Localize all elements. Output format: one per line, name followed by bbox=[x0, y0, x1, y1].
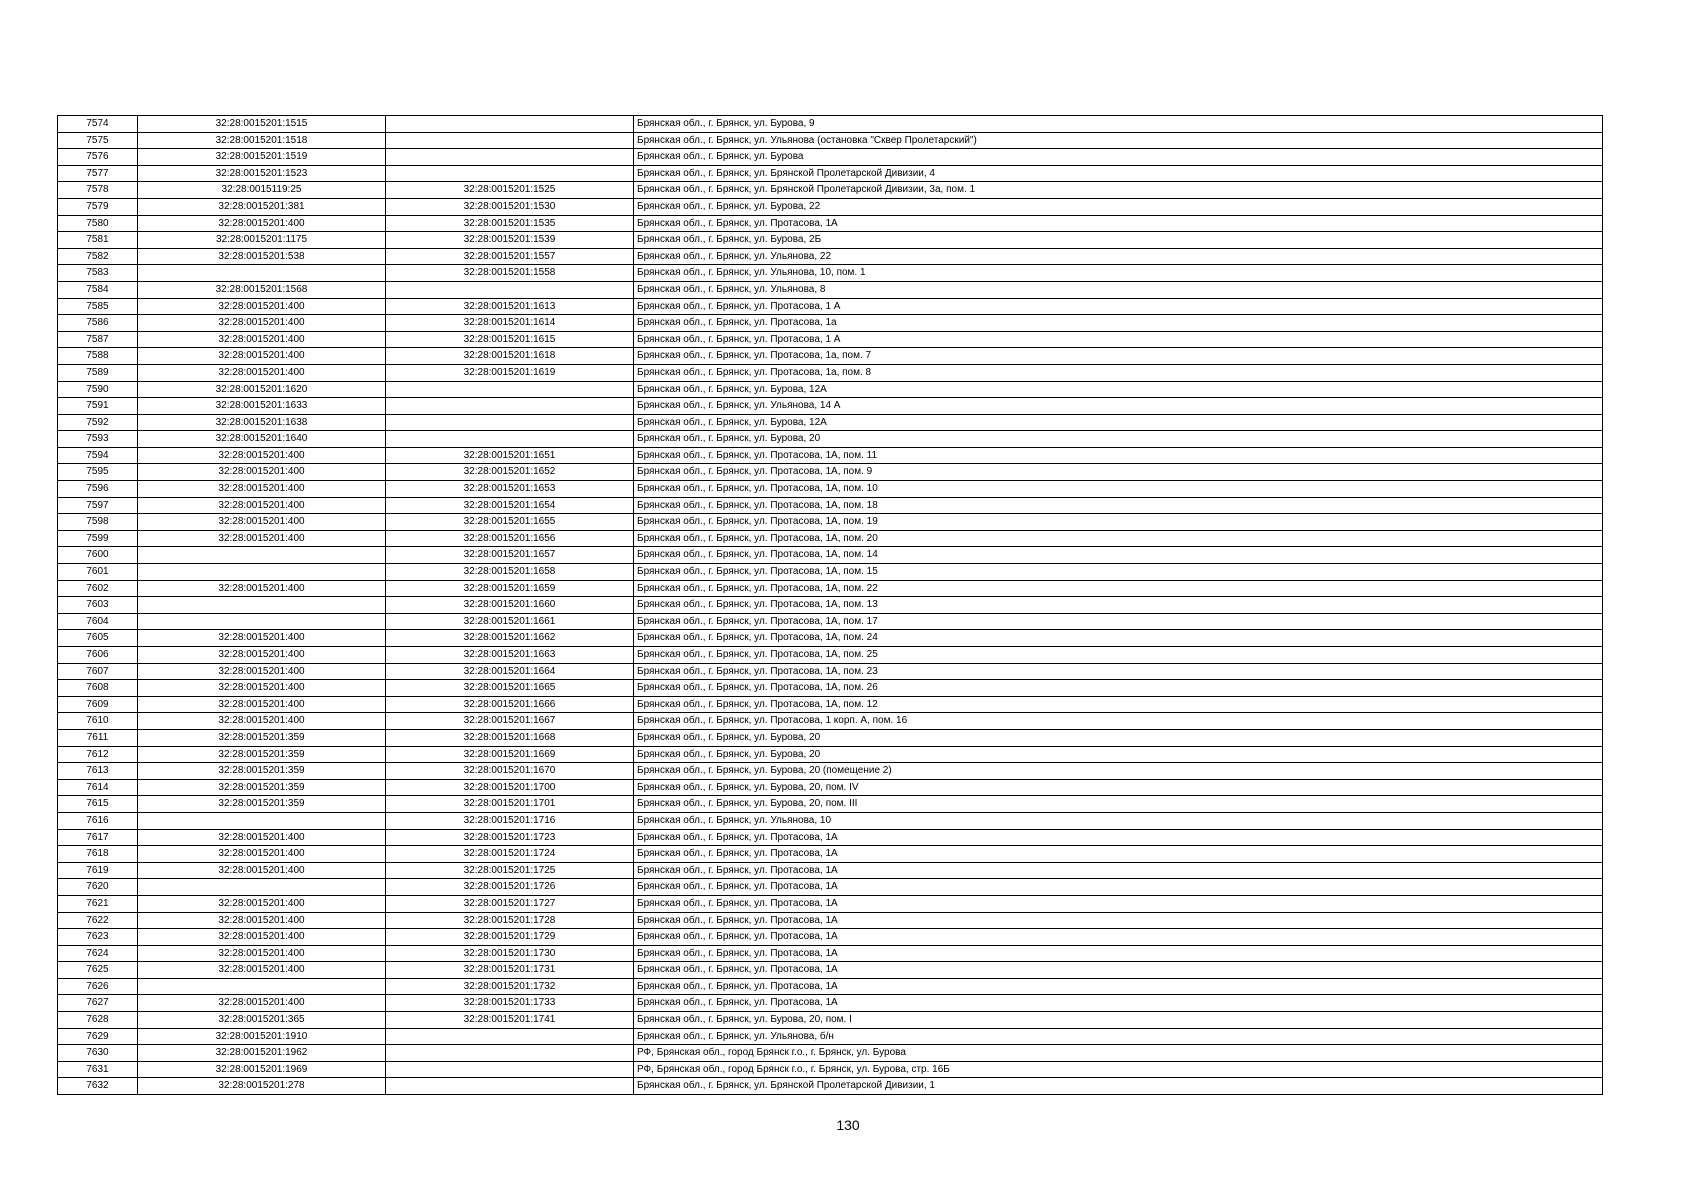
row-number-cell: 7624 bbox=[58, 945, 138, 962]
address-cell: Брянская обл., г. Брянск, ул. Бурова, 12А bbox=[634, 414, 1603, 431]
table-row bbox=[58, 647, 1603, 664]
object-number-cell: 32:28:0015201:1653 bbox=[386, 481, 634, 498]
row-number-cell: 7621 bbox=[58, 895, 138, 912]
table-row bbox=[58, 1012, 1603, 1029]
row-number-cell: 7623 bbox=[58, 929, 138, 946]
table-row bbox=[58, 1028, 1603, 1045]
object-number-cell: 32:28:0015201:1613 bbox=[386, 298, 634, 315]
address-cell: Брянская обл., г. Брянск, ул. Протасова, 1А bbox=[634, 879, 1603, 896]
table-row bbox=[58, 381, 1603, 398]
row-number-cell: 7594 bbox=[58, 447, 138, 464]
address-cell: Брянская обл., г. Брянск, ул. Протасова, 1 А bbox=[634, 331, 1603, 348]
address-cell: Брянская обл., г. Брянск, ул. Протасова, 1А bbox=[634, 846, 1603, 863]
parcel-number-cell: 32:28:0015201:359 bbox=[138, 763, 386, 780]
address-cell: Брянская обл., г. Брянск, ул. Протасова, 1 А bbox=[634, 298, 1603, 315]
row-number-cell: 7610 bbox=[58, 713, 138, 730]
row-number-cell: 7625 bbox=[58, 962, 138, 979]
table-row bbox=[58, 564, 1603, 581]
object-number-cell bbox=[386, 116, 634, 133]
row-number-cell: 7591 bbox=[58, 398, 138, 415]
address-cell: Брянская обл., г. Брянск, ул. Протасова, 1А bbox=[634, 945, 1603, 962]
parcel-number-cell: 32:28:0015201:400 bbox=[138, 481, 386, 498]
parcel-number-cell: 32:28:0015201:1620 bbox=[138, 381, 386, 398]
table-row bbox=[58, 812, 1603, 829]
address-cell: Брянская обл., г. Брянск, ул. Ульянова, 10 bbox=[634, 812, 1603, 829]
parcel-number-cell: 32:28:0015201:400 bbox=[138, 364, 386, 381]
object-number-cell: 32:28:0015201:1654 bbox=[386, 497, 634, 514]
table-row bbox=[58, 1061, 1603, 1078]
object-number-cell: 32:28:0015201:1530 bbox=[386, 198, 634, 215]
address-cell: Брянская обл., г. Брянск, ул. Протасова, 1А, пом. 23 bbox=[634, 663, 1603, 680]
row-number-cell: 7628 bbox=[58, 1012, 138, 1029]
address-cell: Брянская обл., г. Брянск, ул. Протасова, 1А, пом. 26 bbox=[634, 680, 1603, 697]
parcel-number-cell: 32:28:0015201:400 bbox=[138, 331, 386, 348]
table-row bbox=[58, 746, 1603, 763]
table-row bbox=[58, 248, 1603, 265]
parcel-number-cell: 32:28:0015201:400 bbox=[138, 348, 386, 365]
object-number-cell: 32:28:0015201:1667 bbox=[386, 713, 634, 730]
parcel-number-cell bbox=[138, 547, 386, 564]
object-number-cell bbox=[386, 381, 634, 398]
table-row bbox=[58, 497, 1603, 514]
table-row bbox=[58, 945, 1603, 962]
table-row bbox=[58, 464, 1603, 481]
object-number-cell: 32:28:0015201:1614 bbox=[386, 315, 634, 332]
address-cell: Брянская обл., г. Брянск, ул. Брянской Пролетарской Дивизии, 1 bbox=[634, 1078, 1603, 1095]
parcel-number-cell: 32:28:0015201:400 bbox=[138, 846, 386, 863]
table-row bbox=[58, 215, 1603, 232]
register-table bbox=[57, 115, 1603, 1095]
address-cell: Брянская обл., г. Брянск, ул. Бурова, 20 bbox=[634, 746, 1603, 763]
object-number-cell: 32:28:0015201:1741 bbox=[386, 1012, 634, 1029]
table-row bbox=[58, 315, 1603, 332]
table-row bbox=[58, 995, 1603, 1012]
parcel-number-cell: 32:28:0015201:400 bbox=[138, 696, 386, 713]
table-row bbox=[58, 663, 1603, 680]
address-cell: Брянская обл., г. Брянск, ул. Ульянова (остановка "Сквер Пролетарский") bbox=[634, 132, 1603, 149]
parcel-number-cell: 32:28:0015201:1640 bbox=[138, 431, 386, 448]
address-cell: Брянская обл., г. Брянск, ул. Протасова, 1А, пом. 11 bbox=[634, 447, 1603, 464]
object-number-cell: 32:28:0015201:1701 bbox=[386, 796, 634, 813]
parcel-number-cell: 32:28:0015201:1962 bbox=[138, 1045, 386, 1062]
parcel-number-cell: 32:28:0015201:400 bbox=[138, 962, 386, 979]
address-cell: Брянская обл., г. Брянск, ул. Бурова, 2Б bbox=[634, 232, 1603, 249]
table-row bbox=[58, 796, 1603, 813]
object-number-cell: 32:28:0015201:1662 bbox=[386, 630, 634, 647]
address-cell: Брянская обл., г. Брянск, ул. Бурова, 20, пом. I bbox=[634, 1012, 1603, 1029]
object-number-cell: 32:28:0015201:1732 bbox=[386, 978, 634, 995]
parcel-number-cell: 32:28:0015201:538 bbox=[138, 248, 386, 265]
object-number-cell bbox=[386, 1028, 634, 1045]
table-row bbox=[58, 1045, 1603, 1062]
address-cell: РФ, Брянская обл., город Брянск г.о., г. Брянск, ул. Бурова, стр. 16Б bbox=[634, 1061, 1603, 1078]
row-number-cell: 7584 bbox=[58, 281, 138, 298]
row-number-cell: 7585 bbox=[58, 298, 138, 315]
row-number-cell: 7612 bbox=[58, 746, 138, 763]
register-table-body bbox=[58, 116, 1603, 1095]
parcel-number-cell: 32:28:0015201:400 bbox=[138, 464, 386, 481]
table-row bbox=[58, 962, 1603, 979]
address-cell: Брянская обл., г. Брянск, ул. Бурова, 20, пом. III bbox=[634, 796, 1603, 813]
row-number-cell: 7606 bbox=[58, 647, 138, 664]
row-number-cell: 7581 bbox=[58, 232, 138, 249]
row-number-cell: 7580 bbox=[58, 215, 138, 232]
parcel-number-cell bbox=[138, 812, 386, 829]
row-number-cell: 7596 bbox=[58, 481, 138, 498]
parcel-number-cell: 32:28:0015201:400 bbox=[138, 663, 386, 680]
parcel-number-cell: 32:28:0015201:400 bbox=[138, 530, 386, 547]
parcel-number-cell bbox=[138, 597, 386, 614]
parcel-number-cell: 32:28:0015201:400 bbox=[138, 447, 386, 464]
address-cell: Брянская обл., г. Брянск, ул. Протасова, 1А, пом. 14 bbox=[634, 547, 1603, 564]
table-row bbox=[58, 447, 1603, 464]
address-cell: Брянская обл., г. Брянск, ул. Протасова, 1а, пом. 7 bbox=[634, 348, 1603, 365]
row-number-cell: 7611 bbox=[58, 729, 138, 746]
object-number-cell: 32:28:0015201:1558 bbox=[386, 265, 634, 282]
row-number-cell: 7593 bbox=[58, 431, 138, 448]
table-row bbox=[58, 530, 1603, 547]
object-number-cell: 32:28:0015201:1729 bbox=[386, 929, 634, 946]
parcel-number-cell: 32:28:0015201:1638 bbox=[138, 414, 386, 431]
table-row bbox=[58, 132, 1603, 149]
object-number-cell: 32:28:0015201:1539 bbox=[386, 232, 634, 249]
table-row bbox=[58, 1078, 1603, 1095]
row-number-cell: 7574 bbox=[58, 116, 138, 133]
table-row bbox=[58, 763, 1603, 780]
row-number-cell: 7615 bbox=[58, 796, 138, 813]
table-row bbox=[58, 232, 1603, 249]
row-number-cell: 7586 bbox=[58, 315, 138, 332]
object-number-cell: 32:28:0015201:1723 bbox=[386, 829, 634, 846]
table-row bbox=[58, 331, 1603, 348]
parcel-number-cell: 32:28:0015201:400 bbox=[138, 630, 386, 647]
address-cell: Брянская обл., г. Брянск, ул. Бурова, 22 bbox=[634, 198, 1603, 215]
object-number-cell: 32:28:0015201:1733 bbox=[386, 995, 634, 1012]
parcel-number-cell: 32:28:0015201:400 bbox=[138, 713, 386, 730]
row-number-cell: 7603 bbox=[58, 597, 138, 614]
object-number-cell: 32:28:0015201:1700 bbox=[386, 779, 634, 796]
table-row bbox=[58, 281, 1603, 298]
table-row bbox=[58, 348, 1603, 365]
row-number-cell: 7579 bbox=[58, 198, 138, 215]
object-number-cell: 32:28:0015201:1666 bbox=[386, 696, 634, 713]
object-number-cell: 32:28:0015201:1716 bbox=[386, 812, 634, 829]
row-number-cell: 7607 bbox=[58, 663, 138, 680]
table-row bbox=[58, 364, 1603, 381]
row-number-cell: 7576 bbox=[58, 149, 138, 166]
row-number-cell: 7595 bbox=[58, 464, 138, 481]
parcel-number-cell: 32:28:0015119:25 bbox=[138, 182, 386, 199]
row-number-cell: 7582 bbox=[58, 248, 138, 265]
table-row bbox=[58, 398, 1603, 415]
row-number-cell: 7617 bbox=[58, 829, 138, 846]
row-number-cell: 7602 bbox=[58, 580, 138, 597]
row-number-cell: 7629 bbox=[58, 1028, 138, 1045]
address-cell: Брянская обл., г. Брянск, ул. Протасова, 1А, пом. 19 bbox=[634, 514, 1603, 531]
parcel-number-cell: 32:28:0015201:1515 bbox=[138, 116, 386, 133]
row-number-cell: 7583 bbox=[58, 265, 138, 282]
object-number-cell: 32:28:0015201:1652 bbox=[386, 464, 634, 481]
row-number-cell: 7609 bbox=[58, 696, 138, 713]
row-number-cell: 7614 bbox=[58, 779, 138, 796]
object-number-cell: 32:28:0015201:1659 bbox=[386, 580, 634, 597]
address-cell: Брянская обл., г. Брянск, ул. Протасова, 1А bbox=[634, 215, 1603, 232]
row-number-cell: 7588 bbox=[58, 348, 138, 365]
address-cell: Брянская обл., г. Брянск, ул. Протасова, 1А, пом. 25 bbox=[634, 647, 1603, 664]
table-row bbox=[58, 514, 1603, 531]
row-number-cell: 7604 bbox=[58, 613, 138, 630]
address-cell: Брянская обл., г. Брянск, ул. Бурова, 20 (помещение 2) bbox=[634, 763, 1603, 780]
parcel-number-cell: 32:28:0015201:1910 bbox=[138, 1028, 386, 1045]
row-number-cell: 7575 bbox=[58, 132, 138, 149]
parcel-number-cell bbox=[138, 978, 386, 995]
row-number-cell: 7631 bbox=[58, 1061, 138, 1078]
parcel-number-cell: 32:28:0015201:400 bbox=[138, 514, 386, 531]
address-cell: Брянская обл., г. Брянск, ул. Протасова, 1а bbox=[634, 315, 1603, 332]
parcel-number-cell: 32:28:0015201:400 bbox=[138, 945, 386, 962]
table-row bbox=[58, 182, 1603, 199]
parcel-number-cell: 32:28:0015201:400 bbox=[138, 298, 386, 315]
object-number-cell: 32:28:0015201:1665 bbox=[386, 680, 634, 697]
table-row bbox=[58, 149, 1603, 166]
parcel-number-cell: 32:28:0015201:1518 bbox=[138, 132, 386, 149]
page-number: 130 bbox=[836, 1117, 860, 1133]
object-number-cell bbox=[386, 414, 634, 431]
object-number-cell: 32:28:0015201:1651 bbox=[386, 447, 634, 464]
address-cell: Брянская обл., г. Брянск, ул. Ульянова, 10, пом. 1 bbox=[634, 265, 1603, 282]
row-number-cell: 7627 bbox=[58, 995, 138, 1012]
table-row bbox=[58, 414, 1603, 431]
address-cell: Брянская обл., г. Брянск, ул. Протасова, 1А, пом. 17 bbox=[634, 613, 1603, 630]
table-row bbox=[58, 580, 1603, 597]
table-row bbox=[58, 879, 1603, 896]
address-cell: Брянская обл., г. Брянск, ул. Протасова, 1А bbox=[634, 895, 1603, 912]
parcel-number-cell: 32:28:0015201:381 bbox=[138, 198, 386, 215]
object-number-cell: 32:28:0015201:1658 bbox=[386, 564, 634, 581]
object-number-cell bbox=[386, 1078, 634, 1095]
address-cell: Брянская обл., г. Брянск, ул. Протасова, 1А, пом. 20 bbox=[634, 530, 1603, 547]
address-cell: Брянская обл., г. Брянск, ул. Протасова, 1А bbox=[634, 978, 1603, 995]
parcel-number-cell: 32:28:0015201:400 bbox=[138, 580, 386, 597]
parcel-number-cell: 32:28:0015201:400 bbox=[138, 647, 386, 664]
parcel-number-cell: 32:28:0015201:278 bbox=[138, 1078, 386, 1095]
parcel-number-cell bbox=[138, 879, 386, 896]
row-number-cell: 7597 bbox=[58, 497, 138, 514]
table-row bbox=[58, 298, 1603, 315]
object-number-cell: 32:28:0015201:1655 bbox=[386, 514, 634, 531]
row-number-cell: 7598 bbox=[58, 514, 138, 531]
parcel-number-cell bbox=[138, 613, 386, 630]
table-row bbox=[58, 929, 1603, 946]
object-number-cell: 32:28:0015201:1668 bbox=[386, 729, 634, 746]
table-row bbox=[58, 613, 1603, 630]
row-number-cell: 7577 bbox=[58, 165, 138, 182]
row-number-cell: 7619 bbox=[58, 862, 138, 879]
table-row bbox=[58, 779, 1603, 796]
parcel-number-cell: 32:28:0015201:1175 bbox=[138, 232, 386, 249]
address-cell: Брянская обл., г. Брянск, ул. Протасова, 1А, пом. 18 bbox=[634, 497, 1603, 514]
address-cell: Брянская обл., г. Брянск, ул. Протасова, 1А, пом. 22 bbox=[634, 580, 1603, 597]
table-row bbox=[58, 895, 1603, 912]
parcel-number-cell: 32:28:0015201:400 bbox=[138, 497, 386, 514]
table-row bbox=[58, 431, 1603, 448]
table-row bbox=[58, 165, 1603, 182]
object-number-cell: 32:28:0015201:1535 bbox=[386, 215, 634, 232]
address-cell: Брянская обл., г. Брянск, ул. Протасова, 1А, пом. 13 bbox=[634, 597, 1603, 614]
object-number-cell: 32:28:0015201:1525 bbox=[386, 182, 634, 199]
object-number-cell: 32:28:0015201:1663 bbox=[386, 647, 634, 664]
object-number-cell: 32:28:0015201:1656 bbox=[386, 530, 634, 547]
parcel-number-cell: 32:28:0015201:400 bbox=[138, 912, 386, 929]
address-cell: Брянская обл., г. Брянск, ул. Ульянова, 22 bbox=[634, 248, 1603, 265]
address-cell: Брянская обл., г. Брянск, ул. Брянской Пролетарской Дивизии, 4 bbox=[634, 165, 1603, 182]
row-number-cell: 7589 bbox=[58, 364, 138, 381]
address-cell: Брянская обл., г. Брянск, ул. Бурова, 12А bbox=[634, 381, 1603, 398]
table-row bbox=[58, 481, 1603, 498]
table-row bbox=[58, 912, 1603, 929]
object-number-cell: 32:28:0015201:1619 bbox=[386, 364, 634, 381]
table-row bbox=[58, 978, 1603, 995]
address-cell: Брянская обл., г. Брянск, ул. Протасова, 1А, пом. 24 bbox=[634, 630, 1603, 647]
row-number-cell: 7608 bbox=[58, 680, 138, 697]
parcel-number-cell: 32:28:0015201:1969 bbox=[138, 1061, 386, 1078]
parcel-number-cell: 32:28:0015201:359 bbox=[138, 746, 386, 763]
object-number-cell: 32:28:0015201:1670 bbox=[386, 763, 634, 780]
object-number-cell: 32:28:0015201:1728 bbox=[386, 912, 634, 929]
row-number-cell: 7613 bbox=[58, 763, 138, 780]
address-cell: Брянская обл., г. Брянск, ул. Протасова, 1 корп. А, пом. 16 bbox=[634, 713, 1603, 730]
parcel-number-cell: 32:28:0015201:1519 bbox=[138, 149, 386, 166]
table-row bbox=[58, 547, 1603, 564]
row-number-cell: 7600 bbox=[58, 547, 138, 564]
address-cell: Брянская обл., г. Брянск, ул. Бурова, 20 bbox=[634, 431, 1603, 448]
table-row bbox=[58, 597, 1603, 614]
object-number-cell bbox=[386, 132, 634, 149]
row-number-cell: 7626 bbox=[58, 978, 138, 995]
object-number-cell: 32:28:0015201:1660 bbox=[386, 597, 634, 614]
row-number-cell: 7616 bbox=[58, 812, 138, 829]
row-number-cell: 7622 bbox=[58, 912, 138, 929]
parcel-number-cell: 32:28:0015201:365 bbox=[138, 1012, 386, 1029]
address-cell: Брянская обл., г. Брянск, ул. Протасова, 1А, пом. 9 bbox=[634, 464, 1603, 481]
object-number-cell: 32:28:0015201:1730 bbox=[386, 945, 634, 962]
object-number-cell bbox=[386, 1061, 634, 1078]
parcel-number-cell: 32:28:0015201:1633 bbox=[138, 398, 386, 415]
table-row bbox=[58, 680, 1603, 697]
row-number-cell: 7620 bbox=[58, 879, 138, 896]
row-number-cell: 7599 bbox=[58, 530, 138, 547]
row-number-cell: 7630 bbox=[58, 1045, 138, 1062]
object-number-cell: 32:28:0015201:1664 bbox=[386, 663, 634, 680]
object-number-cell bbox=[386, 1045, 634, 1062]
table-row bbox=[58, 265, 1603, 282]
row-number-cell: 7578 bbox=[58, 182, 138, 199]
object-number-cell: 32:28:0015201:1661 bbox=[386, 613, 634, 630]
object-number-cell bbox=[386, 149, 634, 166]
table-row bbox=[58, 729, 1603, 746]
object-number-cell: 32:28:0015201:1731 bbox=[386, 962, 634, 979]
row-number-cell: 7587 bbox=[58, 331, 138, 348]
table-row bbox=[58, 846, 1603, 863]
address-cell: Брянская обл., г. Брянск, ул. Протасова, 1А bbox=[634, 862, 1603, 879]
object-number-cell: 32:28:0015201:1725 bbox=[386, 862, 634, 879]
parcel-number-cell: 32:28:0015201:400 bbox=[138, 929, 386, 946]
parcel-number-cell: 32:28:0015201:400 bbox=[138, 215, 386, 232]
parcel-number-cell: 32:28:0015201:400 bbox=[138, 315, 386, 332]
object-number-cell: 32:28:0015201:1726 bbox=[386, 879, 634, 896]
address-cell: Брянская обл., г. Брянск, ул. Бурова, 9 bbox=[634, 116, 1603, 133]
object-number-cell: 32:28:0015201:1724 bbox=[386, 846, 634, 863]
parcel-number-cell bbox=[138, 564, 386, 581]
parcel-number-cell bbox=[138, 265, 386, 282]
object-number-cell: 32:28:0015201:1557 bbox=[386, 248, 634, 265]
parcel-number-cell: 32:28:0015201:1523 bbox=[138, 165, 386, 182]
parcel-number-cell: 32:28:0015201:359 bbox=[138, 779, 386, 796]
object-number-cell bbox=[386, 431, 634, 448]
object-number-cell bbox=[386, 398, 634, 415]
address-cell: Брянская обл., г. Брянск, ул. Брянской Пролетарской Дивизии, 3а, пом. 1 bbox=[634, 182, 1603, 199]
address-cell: Брянская обл., г. Брянск, ул. Протасова, 1А bbox=[634, 962, 1603, 979]
object-number-cell: 32:28:0015201:1615 bbox=[386, 331, 634, 348]
parcel-number-cell: 32:28:0015201:400 bbox=[138, 995, 386, 1012]
address-cell: Брянская обл., г. Брянск, ул. Протасова, 1А, пом. 12 bbox=[634, 696, 1603, 713]
object-number-cell: 32:28:0015201:1618 bbox=[386, 348, 634, 365]
parcel-number-cell: 32:28:0015201:359 bbox=[138, 729, 386, 746]
object-number-cell: 32:28:0015201:1727 bbox=[386, 895, 634, 912]
address-cell: Брянская обл., г. Брянск, ул. Бурова, 20 bbox=[634, 729, 1603, 746]
object-number-cell: 32:28:0015201:1657 bbox=[386, 547, 634, 564]
parcel-number-cell: 32:28:0015201:400 bbox=[138, 829, 386, 846]
row-number-cell: 7632 bbox=[58, 1078, 138, 1095]
table-row bbox=[58, 713, 1603, 730]
row-number-cell: 7601 bbox=[58, 564, 138, 581]
parcel-number-cell: 32:28:0015201:359 bbox=[138, 796, 386, 813]
table-row bbox=[58, 116, 1603, 133]
address-cell: Брянская обл., г. Брянск, ул. Ульянова, б/н bbox=[634, 1028, 1603, 1045]
address-cell: Брянская обл., г. Брянск, ул. Ульянова, 14 А bbox=[634, 398, 1603, 415]
address-cell: Брянская обл., г. Брянск, ул. Ульянова, 8 bbox=[634, 281, 1603, 298]
parcel-number-cell: 32:28:0015201:400 bbox=[138, 862, 386, 879]
address-cell: Брянская обл., г. Брянск, ул. Протасова, 1А bbox=[634, 995, 1603, 1012]
address-cell: Брянская обл., г. Брянск, ул. Протасова, 1а, пом. 8 bbox=[634, 364, 1603, 381]
object-number-cell bbox=[386, 281, 634, 298]
address-cell: Брянская обл., г. Брянск, ул. Протасова, 1А bbox=[634, 929, 1603, 946]
row-number-cell: 7618 bbox=[58, 846, 138, 863]
object-number-cell: 32:28:0015201:1669 bbox=[386, 746, 634, 763]
table-row bbox=[58, 696, 1603, 713]
row-number-cell: 7590 bbox=[58, 381, 138, 398]
table-row bbox=[58, 829, 1603, 846]
parcel-number-cell: 32:28:0015201:400 bbox=[138, 680, 386, 697]
address-cell: Брянская обл., г. Брянск, ул. Протасова, 1А bbox=[634, 912, 1603, 929]
table-row bbox=[58, 630, 1603, 647]
address-cell: Брянская обл., г. Брянск, ул. Бурова bbox=[634, 149, 1603, 166]
address-cell: Брянская обл., г. Брянск, ул. Протасова, 1А, пом. 10 bbox=[634, 481, 1603, 498]
table-row bbox=[58, 198, 1603, 215]
address-cell: РФ, Брянская обл., город Брянск г.о., г. Брянск, ул. Бурова bbox=[634, 1045, 1603, 1062]
object-number-cell bbox=[386, 165, 634, 182]
address-cell: Брянская обл., г. Брянск, ул. Протасова, 1А bbox=[634, 829, 1603, 846]
row-number-cell: 7605 bbox=[58, 630, 138, 647]
parcel-number-cell: 32:28:0015201:400 bbox=[138, 895, 386, 912]
parcel-number-cell: 32:28:0015201:1568 bbox=[138, 281, 386, 298]
address-cell: Брянская обл., г. Брянск, ул. Протасова, 1А, пом. 15 bbox=[634, 564, 1603, 581]
table-row bbox=[58, 862, 1603, 879]
row-number-cell: 7592 bbox=[58, 414, 138, 431]
address-cell: Брянская обл., г. Брянск, ул. Бурова, 20, пом. IV bbox=[634, 779, 1603, 796]
